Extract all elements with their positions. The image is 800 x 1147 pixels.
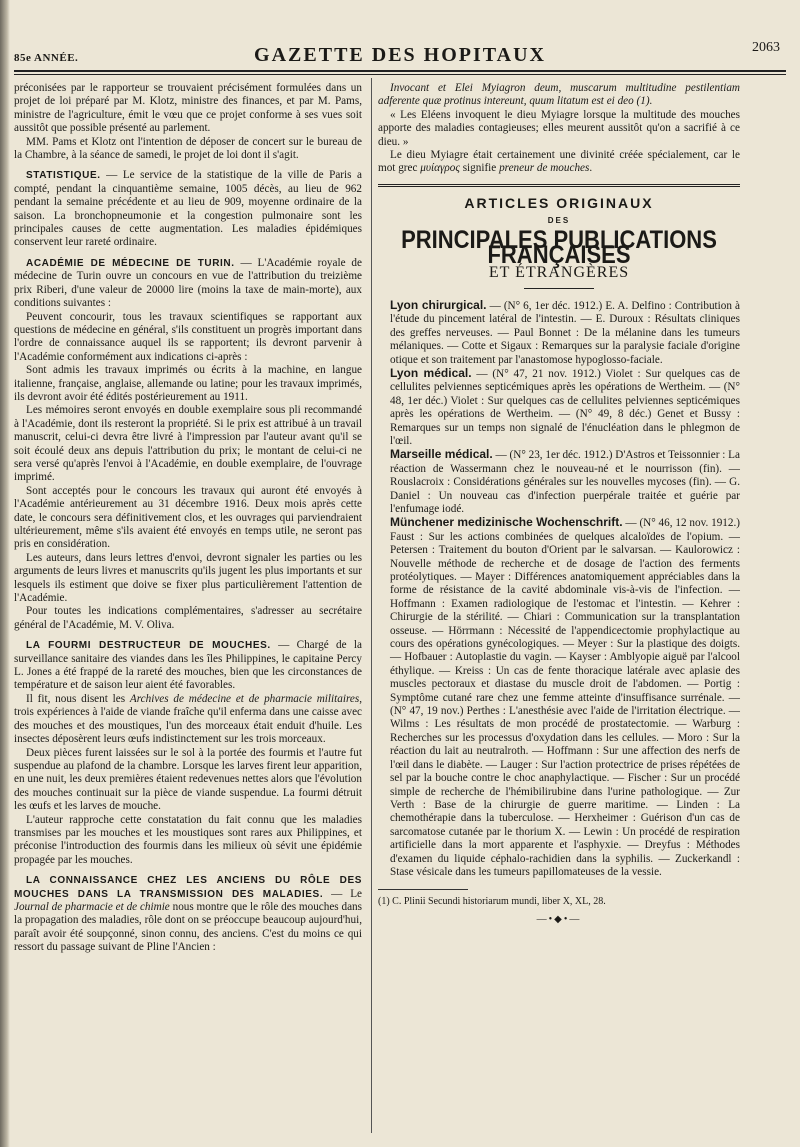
academie-heading: ACADÉMIE DE MÉDECINE DE TURIN. xyxy=(26,257,235,269)
statistique-article xyxy=(14,169,362,249)
statistique-text: — Le service de la statistique de la ville de Paris a compté, pendant la cinquantième semaine, 1005 décès, au lieu de 962 pendant la semaine précédente et au lieu de 909, moyenne ordinaire de la saison. La bronchopneumonie et la congestion pulmonaire sont les principales causes de cette augmentation. Les maladies épidémiques conservent leur rareté ordinaire. xyxy=(14,169,362,249)
journal-title-entry: Münchener medizinische Wochenschrift. xyxy=(390,515,623,530)
page-number: 2063 xyxy=(752,40,780,55)
academie-paragraph: Les mémoires seront envoyés en double exemplaire sous pli recommandé à l'Académie, dont ils resteront la propriété. Si le prix est attribué à un travail manuscrit, celui-ci devra être livré à l'impression par l'auteur avant qu'il se soit écoulé deux ans depuis l'attribution du prix; le montant de celui-ci ne sera versé qu'après l'envoi à l'Académie, en double exemplaire, de l'ouvrage imprimé. xyxy=(14,404,362,484)
page-header xyxy=(14,34,786,74)
academie-article xyxy=(14,257,362,632)
footnote-rule xyxy=(378,889,468,890)
journal-entry: Lyon chirurgical. — (N° 6, 1er déc. 1912.) E. A. Delfino : Contribution à l'étude du pincement latéral de l'intestin. — E. Duroux : Résultats cliniques des greffes nerveuses. — Paul Bonnet : De la mélanine dans les tumeurs mélaniques. — Cotte et Sigaux : Remarques sur la paralysie faciale d'origine otique et son traitement par l'anastomose hypoglosso-faciale. xyxy=(390,297,740,366)
intro-article xyxy=(14,82,362,162)
footnote: (1) C. Plinii Secundi historiarum mundi, liber X, XL, 28. xyxy=(378,896,606,908)
academie-text: — L'Académie royale de médecine de Turin ouvre un concours en vue de l'attribution du treizième prix Riberi, d'une valeur de 20000 lire (moins la taxe de main-morte), aux conditions suivantes : xyxy=(14,256,362,310)
issue-label: 85e ANNÉE. xyxy=(14,52,79,64)
journal-title: GAZETTE DES HOPITAUX xyxy=(254,44,546,66)
academie-paragraph: Peuvent concourir, tous les travaux scientifiques se rapportant aux questions de médecine en général, s'ils constituent un progrès important dans l'ordre de connaissance auquel ils se rapportent; ils devront parvenir à l'Académie conformément aux indications ci-après : xyxy=(14,310,362,363)
fourmi-paragraph: L'auteur rapproche cette constatation du fait connu que les maladies transmises par les mouches et les moustiques sont rares aux Philippines, et préconise l'introduction des fourmis dans les milieux où sévit une épidémie propagée par les mouches. xyxy=(14,813,362,866)
section-double-rule xyxy=(378,184,740,187)
latin-quotation: Invocant et Elei Myiagron deum, muscarum multitudine pestilentiam adferente quæ protinus intereunt, quum litatum est ei deo (1). xyxy=(378,82,740,108)
academie-paragraph: Les auteurs, dans leurs lettres d'envoi, devront signaler les parties ou les arguments de leurs livres et manuscrits qu'ils jugent les plus importants et sur lesquels ils estiment que doive se fixer plus particulièrement l'attention de l'Académie. xyxy=(14,551,362,605)
french-translation: « Les Eléens invoquent le dieu Myiagre lorsque la multitude des mouches apporte des maladies contagieuses; elles meurent aussitôt qu'on a sacrifié à ce dieu. » xyxy=(378,108,740,148)
academie-paragraph: Pour toutes les indications complémentaires, s'adresser au secrétaire général de l'Académie, M. V. Oliva. xyxy=(14,605,362,631)
intro-paragraph: préconisées par le rapporteur se trouvaient précisément formulées dans un projet de loi préparé par M. Klotz, ministre des finances, et par M. Pams, ministre de l'agriculture, émit le vœu que ce projet conforme à ses vues soit aussitôt que possible présenté au parlement. xyxy=(14,82,362,135)
section-title: ARTICLES ORIGINAUX xyxy=(464,194,654,211)
journal-entry: Lyon médical. — (N° 47, 21 nov. 1912.) Violet : Sur quelques cas de cellulites pelviennes septicémiques après les opérations de Wertheim. — (N° 48, 1er déc.) Violet : Sur quelques cas de cellulites pelviennes septicémiques après les opérations de Wertheim. — (N° 49, 8 déc.) Genet et Bussy : Remarques sur un temps non signalé de l'énucléation dans le phlegmon de l'œil. xyxy=(390,365,740,447)
commentary-paragraph: Le dieu Myiagre était certainement une divinité créée spécialement, car le mot grec μυίαγρος signifie preneur de mouches. xyxy=(378,149,740,175)
binding-shadow xyxy=(0,0,10,1147)
header-rule-thin xyxy=(14,74,786,75)
section-connector: DES xyxy=(547,216,571,226)
fourmi-heading: LA FOURMI DESTRUCTEUR DE MOUCHES. xyxy=(26,640,271,652)
journal-title-entry: Marseille médical. xyxy=(390,447,493,462)
greek-word: μυίαγρος xyxy=(420,162,460,175)
left-column xyxy=(14,82,362,962)
fourmi-text: — Chargé de la surveillance sanitaire des viandes dans les îles Philippines, le capitaine Percy L. Jones a été frappé de la rareté des mouches, bien que les circonstances de température et de saison leur aient été favorables. xyxy=(14,639,362,692)
column-divider xyxy=(371,78,372,1133)
intro-paragraph-2: MM. Pams et Klotz ont l'intention de déposer de concert sur le bureau de la Chambre, à la séance de samedi, le projet de loi dont il s'agit. xyxy=(14,135,362,162)
journal-entry: Münchener medizinische Wochenschrift. — (N° 46, 12 nov. 1912.) Faust : Sur les actions combinées de quelques alcaloïdes de l'opium. — Petersen : Traitement du bouton d'Orient par le salvarsan. — Kaulorowicz : Nouvelle méthode de recherche et de dosage de l'action des ferments protéolytiques. — Mayer : Différences anatomiquement appréciables dans la forme de résistance de la cavité abdominale vis-à-vis de l'infection. — Hoffmann : Examen radiologique de l'estomac et l'intestin. — Kehrer : Chirurgie de la stérilité. — Chiari : Communication sur la transplantation osseuse. — Hörrmann : Nécessité de l'appendicectomie prophylactique au cours des opérations gynécologiques. — Meyer : Sur la plastique des doigts. — Hofbauer : Autoplastie du vagin. — Kayser : Amblyopie aiguë par l'alcool éthylique. — Kreiss : Un cas de fente thoracique latérale avec aplasie des muscles pectoraux et diastase du muscle droit de l'abdomen. — Portig : Symptôme cutané rare chez une femme atteinte d'insuffisance surrénale. — (N° 47, 19 nov.) Perthes : L'anesthésie avec l'aide de l'irritation électrique. — Wilms : Les résultats de mon procédé de prostatectomie. — Warburg : Recherches sur les processus d'oxydation dans les cellules. — Moro : Sur la réaction du lait au neutralroth. — Hoffmann : Sur une affection des nerfs de l'œil dans le diabète. — Lauger : Sur l'action protectrice de prises répétées de sel par la bouche contre le choc anaphylactique. — Fischer : Sur un procédé simple de recherche de l'hémibilirubine dans l'urine pathologique. — Zur Verth : Base de la chirurgie de guerre maritime. — Linden : La chemothérapie dans la tuberculose. — Herxheimer : Guérison d'un cas de sarcomatose cutanée par le thorium X. — Lewin : Un procédé de respiration artificielle dans la mort apparente et l'asphyxie. — Dreyfus : Méthodes d'examen du liquide céphalo-rachidien dans la syphilis. — Zuckerkandl : Stase vésicale dans les tumeurs papillomateuses de la vessie. xyxy=(390,515,740,878)
section-subtitle: PRINCIPALES PUBLICATIONS FRANÇAISES xyxy=(401,224,717,269)
fourmi-paragraph: Deux pièces furent laissées sur le sol à la portée des fourmis et l'autre fut suspendue au plafond de la chambre. Lorsque les larves firent leur apparition, en une nuit, les deux premières étaient redevenues nettes alors que l'évolution des mouches continuait sur la pièce de viande suspendue. La fourmi détruit les œufs et les larves de mouche. xyxy=(14,746,362,813)
header-rule xyxy=(14,70,786,72)
section-subtitle-2: ET ÉTRANGÈRES xyxy=(488,264,630,282)
journal-title-entry: Lyon chirurgical. xyxy=(390,297,487,312)
right-column xyxy=(378,82,740,926)
connaissance-heading: LA CONNAISSANCE CHEZ LES ANCIENS DU RÔLE DES MOUCHES DANS LA TRANSMISSION DES MALADIES. xyxy=(14,875,362,900)
academie-paragraph: Sont acceptés pour le concours les travaux qui auront été envoyés à l'Académie antérieurement au 31 décembre 1916. Deux mois après cette date, le concours sera définitivement clos, et les ouvrages qui parviendraient ultérieurement, même s'ils avaient été envoyés en temps utile, ne seront pas pris en considération. xyxy=(14,484,362,551)
section-heading-block xyxy=(378,184,740,289)
cited-journal-title: Archives de médecine et de pharmacie militaires xyxy=(129,692,360,705)
fourmi-paragraph: Il fit, nous disent les Archives de médecine et de pharmacie militaires, trois expériences à l'aide de viande fraîche qu'il enferma dans une caisse avec des mouches et des moustiques, l'un des morceaux était enduit d'huile. Les insectes déposèrent leurs œufs indistinctement sur les trois morceaux. xyxy=(14,692,362,746)
section-short-rule xyxy=(524,288,594,289)
statistique-heading: STATISTIQUE. xyxy=(26,170,101,182)
academie-paragraph: Sont admis les travaux imprimés ou écrits à la machine, en langue italienne, française, anglaise, allemande ou latine; pour les travaux imprimés, ils devront avoir été édités postérieurement au 1911. xyxy=(14,364,362,403)
fourmi-article xyxy=(14,639,362,867)
ornament-divider: —•◆•— xyxy=(536,913,582,925)
cited-journal-title: Journal de pharmacie et de chimie xyxy=(14,900,170,913)
journal-entry: Marseille médical. — (N° 23, 1er déc. 1912.) D'Astros et Teissonnier : La réaction de Wassermann chez le nouveau-né et le nourrisson (fin). — Rouslacroix : Considérations générales sur les nouvelles mycoses (fin). — G. Daniel : Un nouveau cas d'infection puerpérale traitée et guérie par l'enfumage iodé. xyxy=(390,447,740,515)
journal-title-entry: Lyon médical. xyxy=(390,365,472,380)
connaissance-article: LA CONNAISSANCE CHEZ LES ANCIENS DU RÔLE DES MOUCHES DANS LA TRANSMISSION DES MALADIES. — Le Journal de pharmacie et de chimie nous montre que le rôle des mouches dans la propagation des maladies, rôle dont on se préoccupe beaucoup aujourd'hui, paraît avoir été soupçonné, sinon connu, des anciens. C'est du moins ce qui ressort du passage suivant de Pline l'Ancien : xyxy=(14,875,362,954)
